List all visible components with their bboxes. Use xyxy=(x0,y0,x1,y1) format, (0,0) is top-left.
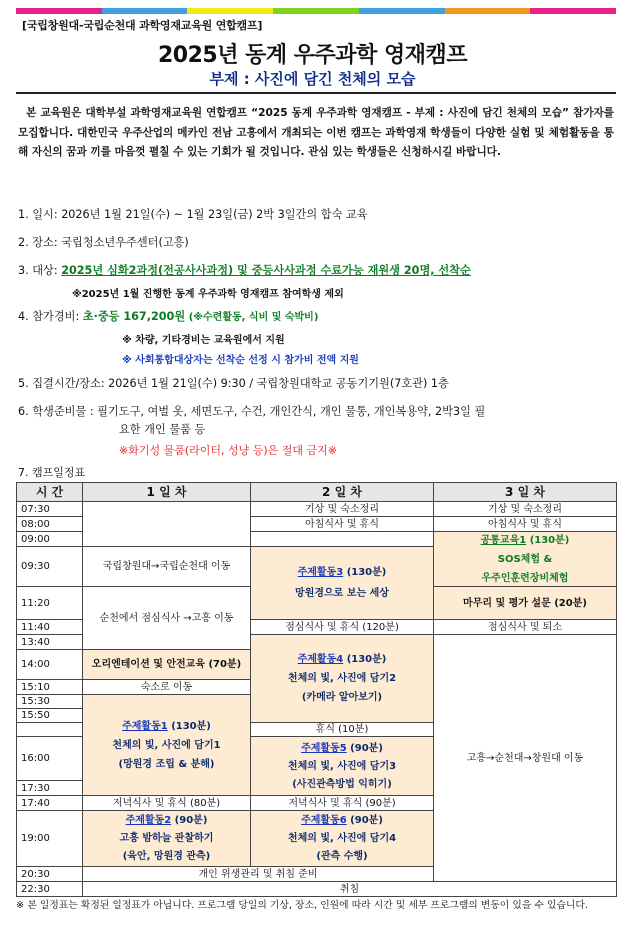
day2-topic-3-min: (130분) xyxy=(343,567,387,578)
day3-common-1-title: 공통교육1 xyxy=(480,534,527,546)
day1-topic-1-title: 주제활동1 xyxy=(122,720,168,732)
item-fee xyxy=(18,308,318,324)
time-cell: 15:50 xyxy=(17,709,83,723)
day1-topic-2 xyxy=(83,811,251,867)
intro-text: 본 교육원은 대학부설 과학영재교육원 연합캠프 “2025 동계 우주과학 영재캠프 - 부제 : 사진에 담긴 천체의 모습” 참가자를 모집합니다. 대한민국 우주산업의 메카인 전남 고흥에서 개최되는 이번 캠프는 과학영재 학생들이 다양한 실험 및 체험활동을 통해 자신의 꿈과 끼를 마음껏 펼칠 수 있는 기회가 될 것입니다. 관심 있는 학생들은 신청하시길 바랍니다. xyxy=(18,107,614,158)
time-cell: 13:40 xyxy=(17,635,83,650)
day2-topic-6-min: (90분) xyxy=(346,815,383,826)
time-cell: 11:20 xyxy=(17,587,83,620)
item-target-note: ※2025년 1월 진행한 동계 우주과학 영재캠프 참여학생 제외 xyxy=(72,289,344,300)
page-subtitle: 부제 : 사진에 담긴 천체의 모습 xyxy=(209,70,416,88)
time-cell: 15:10 xyxy=(17,680,83,695)
day1-empty-cell xyxy=(83,502,251,547)
table-row xyxy=(17,502,617,517)
day1-topic-2-min: (90분) xyxy=(171,815,208,826)
time-cell: 22:30 xyxy=(17,882,83,897)
day1-topic-2-line2: (육안, 망원경 관측) xyxy=(122,851,211,862)
time-cell: 17:30 xyxy=(17,781,83,796)
day2-empty-cell xyxy=(251,532,434,547)
item-fee-value: 초·중등 167,200원 xyxy=(82,310,186,323)
stripe-segment xyxy=(187,8,273,14)
stripe-segment xyxy=(530,8,616,14)
time-cell xyxy=(17,723,83,737)
time-cell: 20:30 xyxy=(17,867,83,882)
item-date xyxy=(18,206,368,222)
day3-common-1 xyxy=(434,532,617,587)
day3-wake: 기상 및 숙소정리 xyxy=(434,502,617,517)
day1-topic-2-title: 주제활동2 xyxy=(125,815,172,826)
day2-topic-3 xyxy=(251,547,434,620)
schedule-table xyxy=(16,482,617,897)
time-cell: 08:00 xyxy=(17,517,83,532)
time-cell: 16:00 xyxy=(17,737,83,781)
day3-lunch: 점심식사 및 퇴소 xyxy=(434,620,617,635)
stripe-segment xyxy=(273,8,359,14)
day2-topic-3-line1: 망원경으로 보는 세상 xyxy=(295,588,389,599)
day2-lunch: 점심식사 및 휴식 (120분) xyxy=(251,620,434,635)
day3-common-1-line2: 우주인훈련장비체험 xyxy=(481,572,569,584)
item-place-label: 2. 장소: xyxy=(18,236,58,249)
item-fee-note-vehicle: ※ 차량, 기타경비는 교육원에서 지원 xyxy=(122,335,285,346)
item-date-label: 1. 일시: xyxy=(18,208,58,221)
time-cell: 17:40 xyxy=(17,796,83,811)
day1-dinner: 저녁식사 및 휴식 (80분) xyxy=(83,796,251,811)
time-cell: 19:00 xyxy=(17,811,83,867)
day1-topic-1-min: (130분) xyxy=(167,720,211,732)
page-title: 2025년 동계 우주과학 영재캠프 xyxy=(158,43,467,68)
day1-topic-1-line1: 천체의 빛, 사진에 담기1 xyxy=(112,739,221,751)
time-cell: 15:30 xyxy=(17,695,83,709)
schedule-header-row xyxy=(17,483,617,502)
item-fee-note-support: ※ 사회통합대상자는 선착순 선정 시 참가비 전액 지원 xyxy=(122,355,359,366)
day2-topic-6-line2: (관측 수행) xyxy=(316,851,368,862)
organizer-label: [국립창원대-국립순천대 과학영재교육원 연합캠프] xyxy=(22,19,263,32)
day2-topic-5-line2: (사진관측방법 익히기) xyxy=(292,778,392,790)
title-divider xyxy=(16,92,616,94)
item-gathering: 5. 집결시간/장소: 2026년 1월 21일(수) 9:30 / 국립창원대학교 공동기기원(7호관) 1층 xyxy=(18,377,449,390)
item-supplies-warning: ※화기성 물품(라이터, 성냥 등)은 절대 금지※ xyxy=(119,444,338,457)
day1-move-lodging: 숙소로 이동 xyxy=(83,680,251,695)
header-day1: 1 일 차 xyxy=(83,483,251,502)
header-time: 시 간 xyxy=(17,483,83,502)
item-supplies-value: 필기도구, 여벌 옷, 세면도구, 수건, 개인간식, 개인 물통, 개인복용약, 2박3일 필 xyxy=(97,405,486,418)
day2-topic-4-title: 주제활동4 xyxy=(297,654,344,665)
day1-move: 국립창원대→국립순천대 이동 xyxy=(83,547,251,587)
day3-common-1-line1: SOS체험 & xyxy=(497,553,553,565)
day1-topic-1 xyxy=(83,695,251,796)
stripe-segment xyxy=(359,8,445,14)
day2-topic-6-title: 주제활동6 xyxy=(301,815,347,826)
schedule-footnote: ※ 본 일정표는 확정된 일정표가 아닙니다. 프로그램 당일의 기상, 장소, 인원에 따라 시간 및 세부 프로그램의 변동이 있을 수 있습니다. xyxy=(16,900,588,911)
item-target xyxy=(18,262,471,278)
sleep-cell: 취침 xyxy=(83,882,617,897)
day2-topic-4-line1: 천체의 빛, 사진에 담기2 xyxy=(287,673,397,684)
color-stripe xyxy=(16,8,616,14)
time-cell: 14:00 xyxy=(17,650,83,680)
item-fee-detail: (※수련활동, 식비 및 숙박비) xyxy=(188,312,319,323)
day2-topic-5-title: 주제활동5 xyxy=(301,742,347,754)
day3-common-1-min: (130분) xyxy=(526,534,570,546)
day1-lunch: 순천에서 점심식사 →고흥 이동 xyxy=(83,587,251,650)
day2-topic-4-min: (130분) xyxy=(343,654,387,665)
item-place xyxy=(18,234,189,250)
day2-topic-6 xyxy=(251,811,434,867)
intro-paragraph xyxy=(18,104,614,163)
item-date-value: 2026년 1월 21일(수) ~ 1월 23일(금) 2박 3일간의 합숙 교육 xyxy=(61,208,368,221)
day3-wrapup: 마무리 및 평가 설문 (20분) xyxy=(434,587,617,620)
header-day3: 3 일 차 xyxy=(434,483,617,502)
day2-topic-5-line1: 천체의 빛, 사진에 담기3 xyxy=(287,760,397,772)
hygiene-cell: 개인 위생관리 및 취침 준비 xyxy=(83,867,434,882)
day2-topic-6-line1: 천체의 빛, 사진에 담기4 xyxy=(287,833,397,844)
day2-rest: 휴식 (10분) xyxy=(251,723,434,737)
stripe-segment xyxy=(102,8,188,14)
day1-orientation: 오리엔테이션 및 안전교육 (70분) xyxy=(83,650,251,680)
day1-topic-2-line1: 고흥 밤하늘 관찰하기 xyxy=(119,833,214,844)
table-row xyxy=(17,882,617,897)
time-cell: 09:00 xyxy=(17,532,83,547)
item-place-value: 국립청소년우주센터(고흥) xyxy=(61,236,189,249)
day2-wake: 기상 및 숙소정리 xyxy=(251,502,434,517)
item-supplies-value-2: 요한 개인 물품 등 xyxy=(119,423,206,436)
day2-topic-5-min: (90분) xyxy=(346,742,383,754)
day1-topic-1-line2: (망원경 조립 & 분해) xyxy=(118,758,215,770)
day2-topic-3-title: 주제활동3 xyxy=(297,567,344,578)
header-day2: 2 일 차 xyxy=(251,483,434,502)
item-schedule-heading: 7. 캠프일정표 xyxy=(18,466,86,479)
day2-topic-4-line2: (카메라 알아보기) xyxy=(301,692,383,703)
item-supplies xyxy=(18,403,485,419)
day2-dinner: 저녁식사 및 휴식 (90분) xyxy=(251,796,434,811)
stripe-segment xyxy=(16,8,102,14)
day3-move: 고흥→순천대→창원대 이동 xyxy=(434,635,617,882)
item-target-label: 3. 대상: xyxy=(18,264,58,277)
stripe-segment xyxy=(445,8,531,14)
time-cell: 11:40 xyxy=(17,620,83,635)
day2-topic-4 xyxy=(251,635,434,723)
item-supplies-label: 6. 학생준비물 : xyxy=(18,405,94,418)
time-cell: 09:30 xyxy=(17,547,83,587)
day3-breakfast: 아침식사 및 휴식 xyxy=(434,517,617,532)
time-cell: 07:30 xyxy=(17,502,83,517)
item-target-value: 2025년 심화2과정(전공사사과정) 및 중등사사과정 수료가능 재원생 20명, 선착순 xyxy=(61,264,471,277)
day2-topic-5 xyxy=(251,737,434,796)
day2-breakfast: 아침식사 및 휴식 xyxy=(251,517,434,532)
item-fee-label: 4. 참가경비: xyxy=(18,310,80,323)
